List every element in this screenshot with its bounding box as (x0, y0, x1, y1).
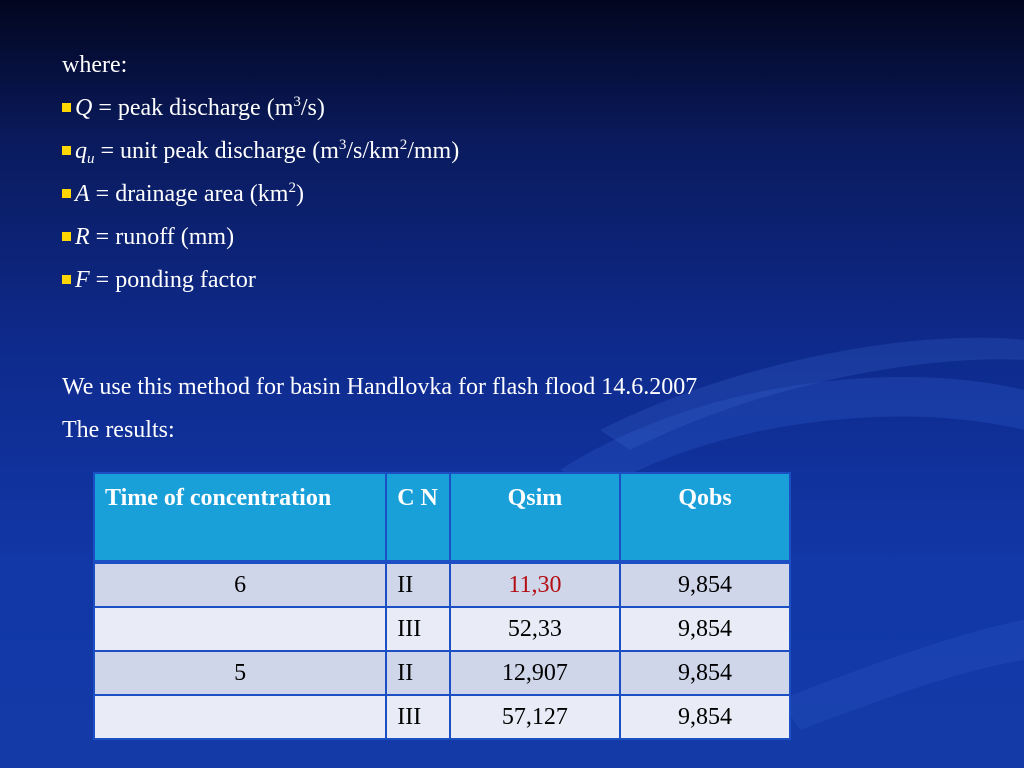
table-header-row (94, 473, 790, 562)
cell-cn: II (386, 651, 450, 695)
results-heading: The results: (62, 417, 175, 443)
slide-content (62, 44, 962, 452)
table-row (94, 695, 790, 739)
cell-qsim: 12,907 (450, 651, 620, 695)
cell-qobs: 9,854 (620, 562, 790, 607)
cell-qsim: 52,33 (450, 607, 620, 651)
bullet-icon (62, 232, 71, 241)
table-row (94, 651, 790, 695)
cell-qsim: 11,30 (450, 562, 620, 607)
bullet-icon (62, 275, 71, 284)
header-time: Time of concentration (94, 473, 386, 562)
results-table (93, 472, 791, 740)
cell-qobs: 9,854 (620, 695, 790, 739)
bullet-icon (62, 189, 71, 198)
cell-qobs: 9,854 (620, 651, 790, 695)
cell-time (94, 607, 386, 651)
cell-time: 5 (94, 651, 386, 695)
definition-a: A = drainage area $(km^2)$ (62, 173, 962, 216)
definition-qu: $q_u$ = unit peak discharge $(m^3/s/km^2/mm)$ (62, 130, 962, 173)
definition-f: F = ponding factor (62, 259, 962, 302)
spacer (62, 302, 962, 366)
bullet-icon (62, 146, 71, 155)
cell-cn: II (386, 562, 450, 607)
definition-r: R = runoff (mm) (62, 216, 962, 259)
table-row (94, 562, 790, 607)
cell-time: 6 (94, 562, 386, 607)
header-qsim: Qsim (450, 473, 620, 562)
cell-time (94, 695, 386, 739)
cell-qsim: 57,127 (450, 695, 620, 739)
header-cn: C N (386, 473, 450, 562)
definition-q: Q = peak discharge $(m^3/s)$ (62, 87, 962, 130)
bullet-icon (62, 103, 71, 112)
intro-text: where: (62, 52, 128, 78)
method-text: We use this method for basin Handlovka for flash flood 14.6.2007 (62, 374, 698, 400)
cell-cn: III (386, 607, 450, 651)
cell-cn: III (386, 695, 450, 739)
cell-qobs: 9,854 (620, 607, 790, 651)
header-qobs: Qobs (620, 473, 790, 562)
table-row (94, 607, 790, 651)
